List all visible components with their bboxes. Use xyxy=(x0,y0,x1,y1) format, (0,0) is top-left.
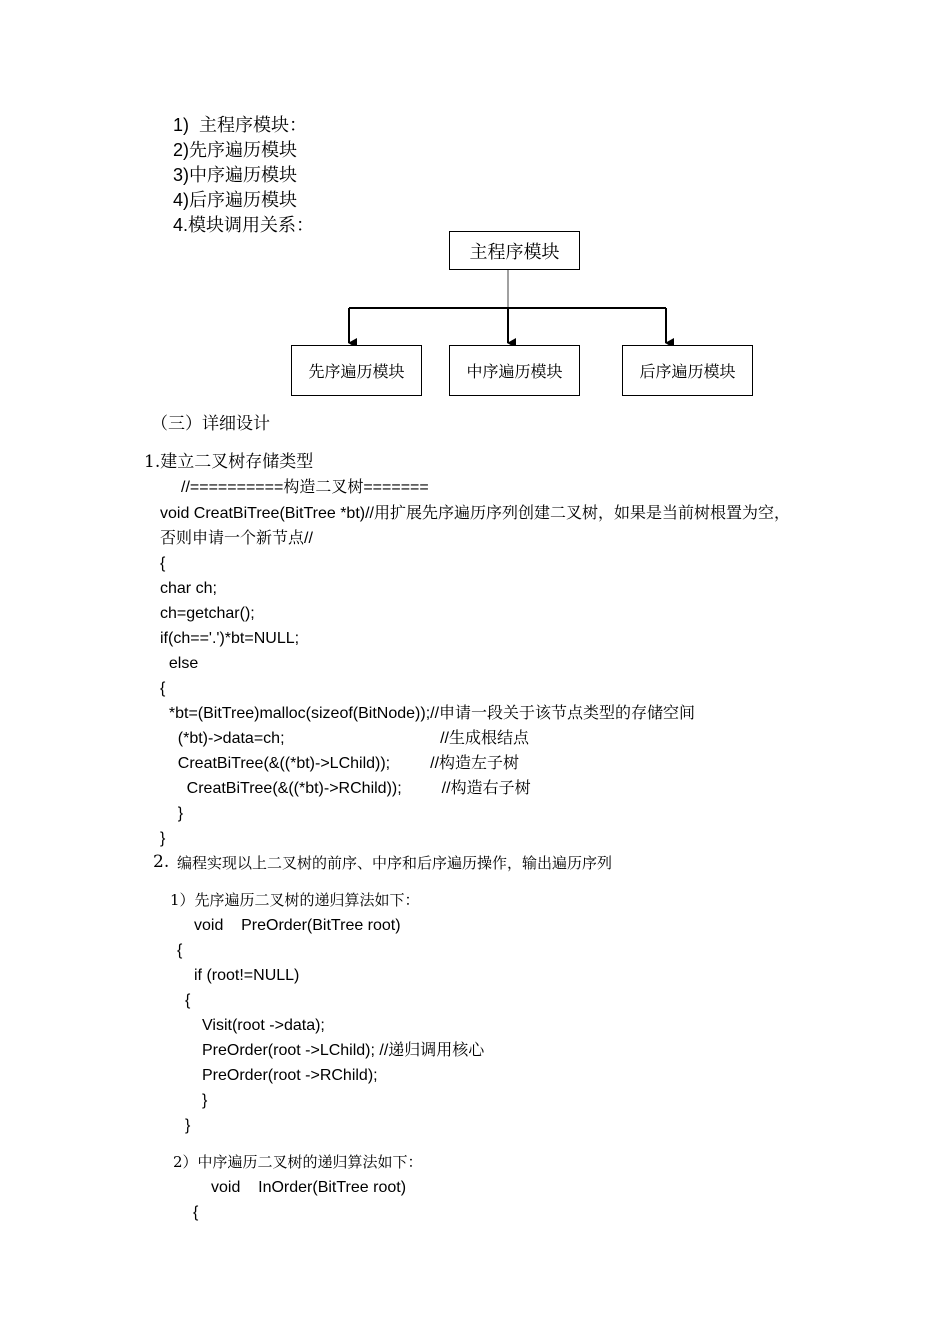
preorder-heading: 1）先序遍历二叉树的递归算法如下： xyxy=(170,891,420,909)
code-line: { xyxy=(185,992,191,1009)
code-line: PreOrder(root ->LChild); //递归调用核心 xyxy=(202,1042,485,1059)
code-line: } xyxy=(160,805,184,822)
code-line: else xyxy=(160,655,199,672)
code-line: CreatBiTree(&((*bt)->LChild)); //构造左子树 xyxy=(160,755,520,772)
code-line: ch=getchar(); xyxy=(160,605,255,622)
code-line: CreatBiTree(&((*bt)->RChild)); //构造右子树 xyxy=(160,780,531,797)
diagram-preorder-box: 先序遍历模块 xyxy=(291,345,422,396)
part1-heading: 1.建立二叉树存储类型 xyxy=(144,452,314,472)
part2-heading: 编程实现以上二叉树的前序、中序和后序遍历操作，输出遍历序列 xyxy=(177,854,613,872)
code-line: } xyxy=(185,1117,191,1134)
code-line: Visit(root ->data); xyxy=(202,1017,325,1034)
code-line: { xyxy=(177,942,183,959)
code-line: *bt=(BitTree)malloc(sizeof(BitNode));//申请一段关于该节点类型的存储空间 xyxy=(160,705,696,722)
code-line: void PreOrder(BitTree root) xyxy=(194,917,401,934)
code-line: (*bt)->data=ch; //生成根结点 xyxy=(160,730,529,747)
section-heading: （三）详细设计 xyxy=(151,414,270,434)
code-line: char ch; xyxy=(160,580,217,597)
inorder-heading: 2）中序遍历二叉树的递归算法如下： xyxy=(173,1153,423,1171)
code-line: 否则申请一个新节点// xyxy=(160,530,313,547)
code-line: { xyxy=(193,1204,199,1221)
code-line: if (root!=NULL) xyxy=(194,967,300,984)
module-list-item-main: 1) 主程序模块： xyxy=(173,115,308,135)
module-list-item-preorder: 2)先序遍历模块 xyxy=(173,140,298,160)
module-list-item-relation: 4.模块调用关系： xyxy=(173,215,315,235)
module-list-item-inorder: 3)中序遍历模块 xyxy=(173,165,298,185)
code-line: void CreatBiTree(BitTree *bt)//用扩展先序遍历序列创建二叉树，如果是当前树根置为空， xyxy=(160,505,790,522)
code-line: void InOrder(BitTree root) xyxy=(211,1179,407,1196)
code-line: //==========构造二叉树======= xyxy=(181,479,429,496)
code-line: } xyxy=(160,830,166,847)
code-line: { xyxy=(160,555,166,572)
code-line: } xyxy=(202,1092,208,1109)
code-line: { xyxy=(160,680,166,697)
part2-number: 2. xyxy=(153,852,170,872)
module-list-item-postorder: 4)后序遍历模块 xyxy=(173,190,298,210)
diagram-root-box: 主程序模块 xyxy=(449,231,580,270)
diagram-postorder-box: 后序遍历模块 xyxy=(622,345,753,396)
code-line: PreOrder(root ->RChild); xyxy=(202,1067,378,1084)
diagram-inorder-box: 中序遍历模块 xyxy=(449,345,580,396)
code-line: if(ch=='.')*bt=NULL; xyxy=(160,630,300,647)
